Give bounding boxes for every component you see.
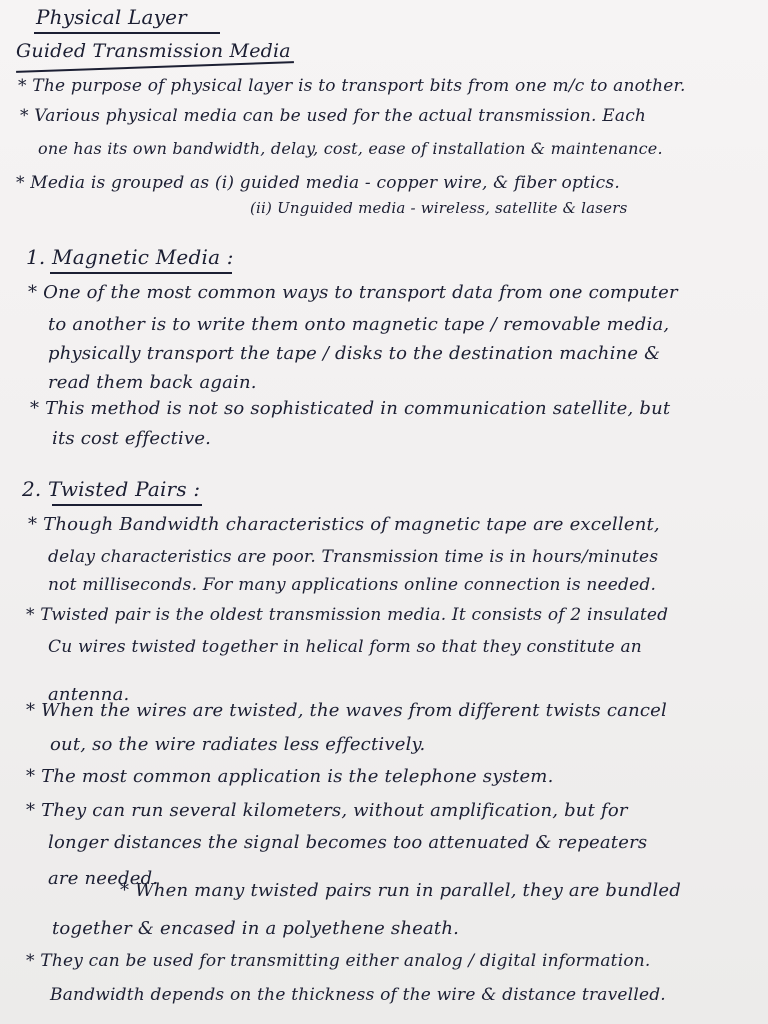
section-2-heading: 2. Twisted Pairs : [22,477,201,501]
section-1-underline [50,272,232,274]
section-2-line-11: longer distances the signal becomes too attenuated & repeaters [48,832,648,853]
section-2-line-2: delay characteristics are poor. Transmission time is in hours/minutes [48,547,659,567]
section-2-line-4: * Twisted pair is the oldest transmission media. It consists of 2 insulated [26,605,669,625]
section-2-line-15: * They can be used for transmitting either analog / digital information. [26,951,651,971]
section-2-line-3: not milliseconds. For many applications online connection is needed. [48,575,657,595]
title-underline [34,32,220,34]
intro-line-2: * Various physical media can be used for the actual transmission. Each [20,106,647,126]
section-1-line-1: * One of the most common ways to transport data from one computer [28,282,678,303]
section-2-line-8: out, so the wire radiates less effectively. [50,734,426,755]
section-2-line-1: * Though Bandwidth characteristics of magnetic tape are excellent, [28,514,660,535]
section-2-line-10: * They can run several kilometers, without amplification, but for [26,800,628,821]
section-2-line-16: Bandwidth depends on the thickness of the wire & distance travelled. [50,985,666,1005]
section-2-line-12: are needed. [48,868,159,889]
section-2-line-6: antenna. [48,684,130,705]
section-2-line-7: * When the wires are twisted, the waves from different twists cancel [26,700,667,721]
section-1-line-2: to another is to write them onto magnetic tape / removable media, [48,314,670,335]
section-2-line-5: Cu wires twisted together in helical form so that they constitute an [48,637,642,657]
page-subtitle: Guided Transmission Media [16,40,291,62]
section-1-line-3: physically transport the tape / disks to the destination machine & [48,343,661,364]
section-2-line-9: * The most common application is the telephone system. [26,766,554,787]
intro-line-5: (ii) Unguided media - wireless, satellite & lasers [250,199,628,217]
section-1-heading: 1. Magnetic Media : [26,245,234,269]
section-2-underline [52,504,202,506]
subtitle-underline [16,61,294,72]
page-title: Physical Layer [36,5,187,29]
section-2-line-14: together & encased in a polyethene sheath. [52,918,460,939]
intro-line-4: * Media is grouped as (i) guided media - copper wire, & fiber optics. [16,173,620,193]
section-2-line-13: * When many twisted pairs run in parallel, they are bundled [120,880,681,901]
section-1-line-4: read them back again. [48,372,257,393]
section-1-line-6: its cost effective. [52,428,212,449]
intro-line-3: one has its own bandwidth, delay, cost, ease of installation & maintenance. [38,139,663,158]
section-1-line-5: * This method is not so sophisticated in communication satellite, but [30,398,671,419]
intro-line-1: * The purpose of physical layer is to transport bits from one m/c to another. [18,76,686,96]
